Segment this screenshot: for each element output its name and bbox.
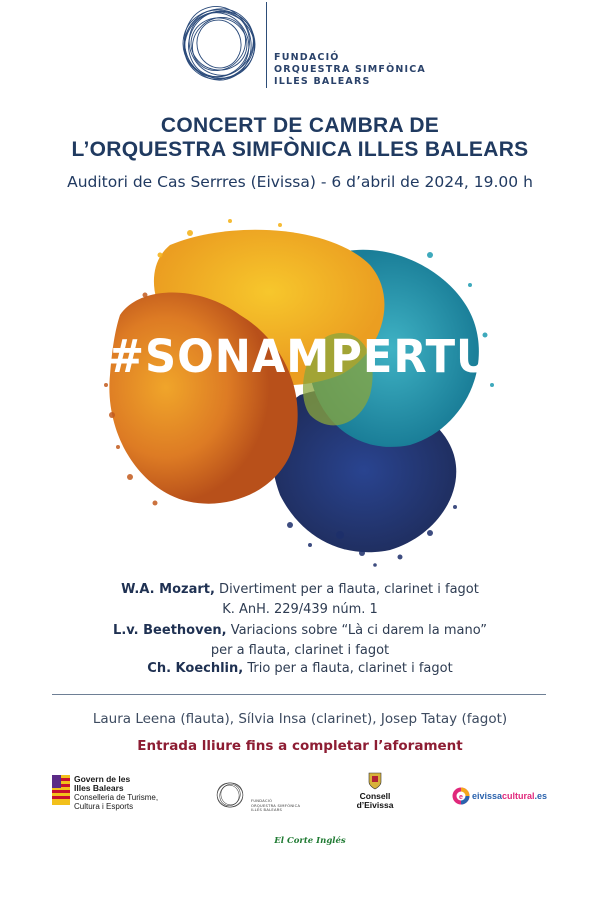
free-entry-notice: Entrada lliure fins a completar l’aforament xyxy=(137,738,463,754)
program-item-2-instruments: per a flauta, clarinet i fagot xyxy=(210,643,390,658)
header xyxy=(0,0,600,100)
org-line-1: FUNDACIÓ xyxy=(274,52,340,63)
program-item-3 xyxy=(0,661,600,676)
divider xyxy=(52,694,546,695)
consell-line-2: d’Eivissa xyxy=(356,800,394,810)
consell-text xyxy=(346,792,404,810)
fosib-line-3: ILLES BALEARS xyxy=(251,808,283,812)
consell-line-1: Consell xyxy=(359,791,391,801)
venue-date: Auditori de Cas Serrres (Eivissa) - 6 d’abril de 2024, 19.00 h xyxy=(67,173,533,191)
org-name xyxy=(274,52,426,88)
eivissa-text-part-1: eivissa xyxy=(472,791,503,801)
govern-line-2: Illes Balears xyxy=(74,783,124,793)
consell-eivissa-logo xyxy=(352,772,398,816)
org-line-3: ILLES BALEARS xyxy=(274,76,371,87)
govern-text xyxy=(74,775,158,811)
eivissa-cultural-badge-icon xyxy=(452,787,470,805)
balearic-flag-icon xyxy=(52,775,70,805)
work-beethoven: Variacions sobre “Là ci darem la mano” xyxy=(226,623,487,638)
svg-text:e: e xyxy=(459,794,463,801)
performers: Laura Leena (flauta), Sílvia Insa (clarinet), Josep Tatay (fagot) xyxy=(92,711,508,727)
composer-beethoven: L.v. Beethoven, xyxy=(113,623,227,638)
eivissa-cultural-text xyxy=(472,791,547,801)
logo-divider xyxy=(266,2,267,88)
concert-title-line-2: L’ORQUESTRA SIMFÒNICA ILLES BALEARS xyxy=(71,138,529,161)
program-item-1 xyxy=(0,582,600,597)
paint-splash-image xyxy=(100,215,500,570)
govern-line-4: Cultura i Esports xyxy=(74,802,134,811)
govern-illes-balears-logo xyxy=(52,775,172,815)
program-item-2 xyxy=(0,623,600,638)
fosib-line-2: ORQUESTRA SIMFÒNICA xyxy=(251,803,301,808)
orchestra-rings-small-icon xyxy=(215,780,245,810)
govern-line-1: Govern de les xyxy=(74,774,131,784)
el-corte-ingles-logo: El Corte Inglés xyxy=(274,836,346,846)
hashtag: #SONAMPERTU xyxy=(107,330,493,383)
fosib-small-logo xyxy=(215,780,325,814)
work-koechlin: Trio per a flauta, clarinet i fagot xyxy=(243,661,453,676)
eivissa-cultural-logo xyxy=(452,787,552,807)
coat-of-arms-icon xyxy=(368,772,382,790)
orchestra-rings-icon xyxy=(178,3,260,85)
govern-line-3: Conselleria de Turisme, xyxy=(74,793,159,802)
work-mozart: Divertiment per a flauta, clarinet i fagot xyxy=(214,582,479,597)
program-item-1-catalog: K. AnH. 229/439 núm. 1 xyxy=(222,602,378,617)
fosib-line-1: FUNDACIÓ xyxy=(251,799,273,803)
eivissa-text-part-2: cultural xyxy=(502,791,535,801)
composer-mozart: W.A. Mozart, xyxy=(121,582,215,597)
fosib-small-text xyxy=(251,799,300,813)
eivissa-text-part-3: .es xyxy=(534,791,548,801)
composer-koechlin: Ch. Koechlin, xyxy=(147,661,244,676)
concert-title-line-1: CONCERT DE CAMBRA DE xyxy=(160,114,440,137)
org-line-2: ORQUESTRA SIMFÒNICA xyxy=(274,64,426,75)
